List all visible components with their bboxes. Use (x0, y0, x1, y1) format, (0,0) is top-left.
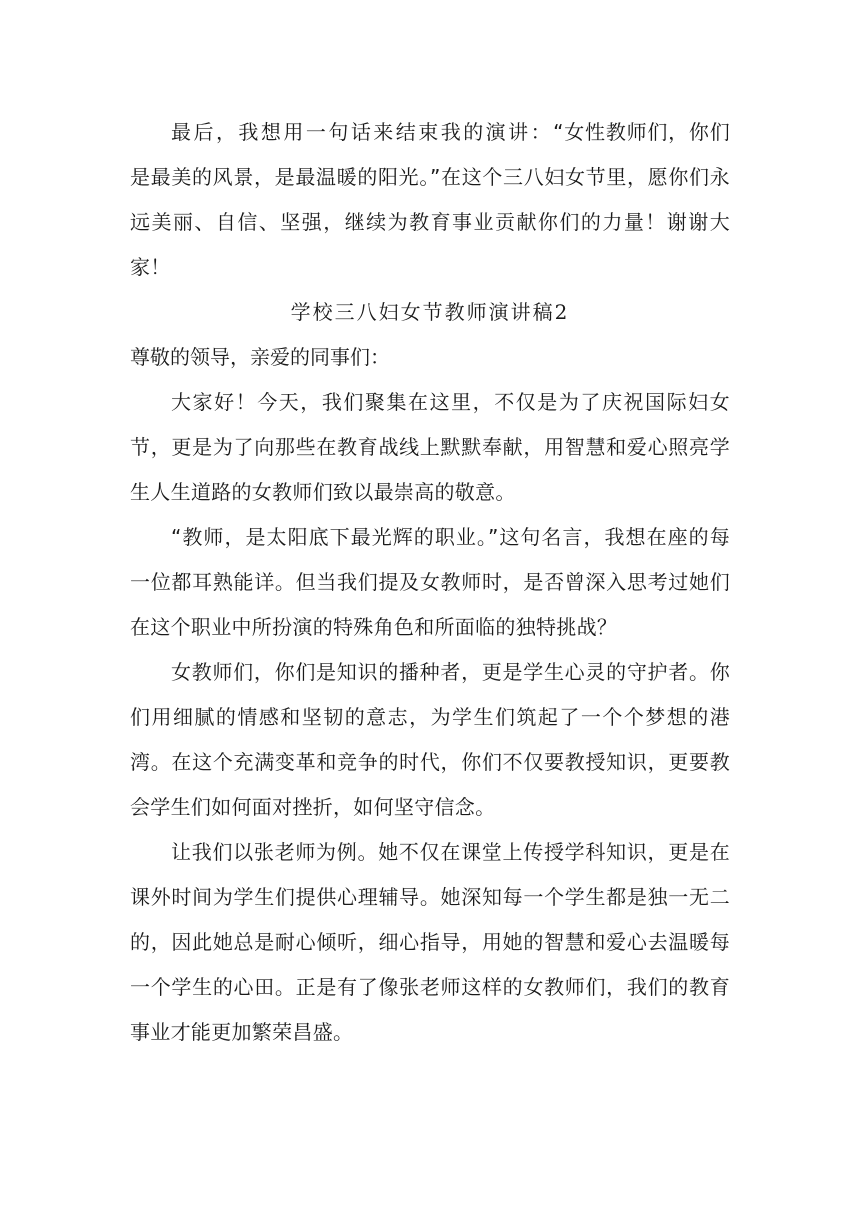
body-paragraph-quote: “教师，是太阳底下最光辉的职业。”这句名言，我想在座的每一位都耳熟能详。但当我们提及女教师时，是否曾深入思考过她们在这个职业中所扮演的特殊角色和所面临的独特挑战？ (130, 525, 730, 639)
document-body (130, 110, 730, 1055)
speech-title: 学校三八妇女节教师演讲稿2 (290, 300, 570, 324)
closing-paragraph (130, 110, 730, 290)
closing-paragraph-lead: 最后，我想用一句话来结束我的演讲： (171, 120, 554, 144)
body-paragraph-example: 让我们以张老师为例。她不仅在课堂上传授学科知识，更是在课外时间为学生们提供心理辅导。她深知每一个学生都是独一无二的，因此她总是耐心倾听，细心指导，用她的智慧和爱心去温暖每一个学生的心田。正是有了像张老师这样的女教师们，我们的教育事业才能更加繁荣昌盛。 (130, 840, 730, 1044)
body-paragraph-greeting: 大家好！今天，我们聚集在这里，不仅是为了庆祝国际妇女节，更是为了向那些在教育战线上默默奉献，用智慧和爱心照亮学生人生道路的女教师们致以最崇高的敬意。 (130, 390, 730, 504)
salutation: 尊敬的领导，亲爱的同事们： (130, 345, 390, 369)
body-paragraph-role: 女教师们，你们是知识的播种者，更是学生心灵的守护者。你们用细腻的情感和坚韧的意志，为学生们筑起了一个个梦想的港湾。在这个充满变革和竞争的时代，你们不仅要教授知识，更要教会学生们如何面对挫折，如何坚守信念。 (130, 660, 730, 819)
closing-paragraph-rest: “女性教师们，你们是最美的风景，是最温暖的阳光。”在这个三八妇女节里，愿你们永远美丽、自信、坚强，继续为教育事业贡献你们的力量！谢谢大家！ (130, 120, 731, 279)
